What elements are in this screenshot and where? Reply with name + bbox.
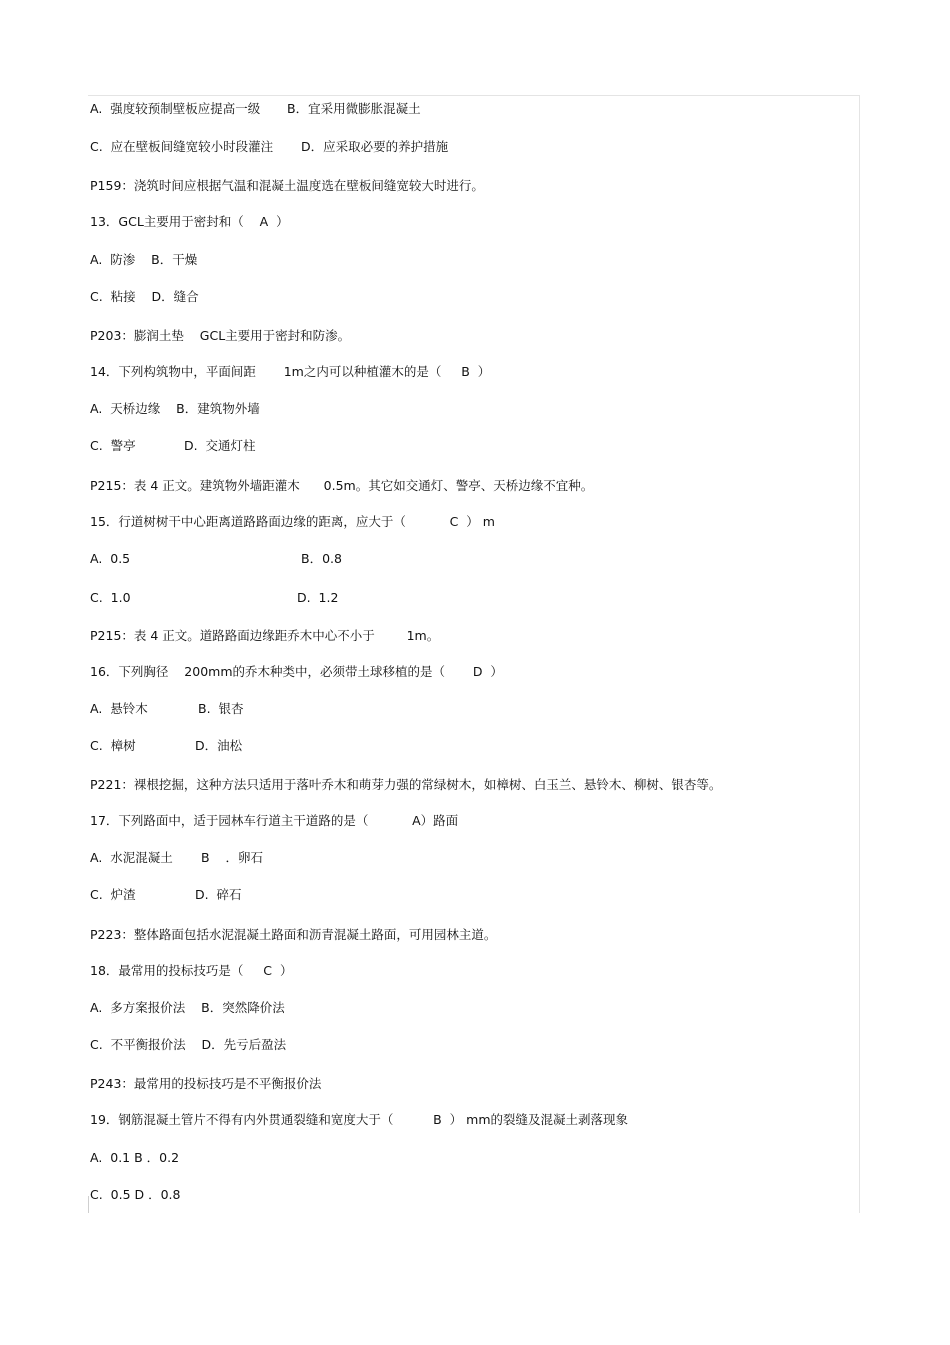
option-line: A. 天桥边缘 B．建筑物外墙 xyxy=(90,401,260,416)
reference-note: P243：最常用的投标技巧是不平衡报价法 xyxy=(90,1076,322,1091)
page-edge xyxy=(88,1196,89,1213)
reference-note: P215：表 4 正文。建筑物外墙距灌木 0.5m。其它如交通灯、警亭、天桥边缘不宜种。 xyxy=(90,478,594,493)
option-line: C. 粘接 D．缝合 xyxy=(90,289,199,304)
reference-note: P159：浇筑时间应根据气温和混凝土温度选在壁板间缝宽较大时进行。 xyxy=(90,178,484,193)
question-line: 16．下列胸径 200mm的乔木种类中，必须带土球移植的是（ D ） xyxy=(90,664,503,679)
option-line: C. 0.5 D ．0.8 xyxy=(90,1187,181,1202)
question-line: 13．GCL主要用于密封和（ A ） xyxy=(90,214,289,229)
option-line: A. 多方案报价法 B．突然降价法 xyxy=(90,1000,285,1015)
option-line: A. 0.1 B ．0.2 xyxy=(90,1150,180,1165)
reference-note: P203：膨润土垫 GCL主要用于密封和防渗。 xyxy=(90,328,351,343)
question-line: 14．下列构筑物中，平面间距 1m之内可以种植灌木的是（ B ） xyxy=(90,364,491,379)
reference-note: P221：裸根挖掘，这种方法只适用于落叶乔木和萌芽力强的常绿树木，如樟树、白玉兰、悬铃木、柳树、银杏等。 xyxy=(90,777,722,792)
option-line: C. 不平衡报价法 D．先亏后盈法 xyxy=(90,1037,287,1052)
question-line: 15．行道树树干中心距离道路路面边缘的距离，应大于（ C ） m xyxy=(90,514,495,529)
reference-note: P215：表 4 正文。道路路面边缘距乔木中心不小于 1m。 xyxy=(90,628,440,643)
question-line: 18．最常用的投标技巧是（ C ） xyxy=(90,963,293,978)
reference-note: P223：整体路面包括水泥混凝土路面和沥青混凝土路面，可用园林主道。 xyxy=(90,927,497,942)
option-line: A. 防渗 B．干燥 xyxy=(90,252,198,267)
question-line: 19．钢筋混凝土管片不得有内外贯通裂缝和宽度大于（ B ） mm的裂缝及混凝土剥落现象 xyxy=(90,1112,628,1127)
question-line: 17．下列路面中，适于园林车行道主干道路的是（ A）路面 xyxy=(90,813,459,828)
